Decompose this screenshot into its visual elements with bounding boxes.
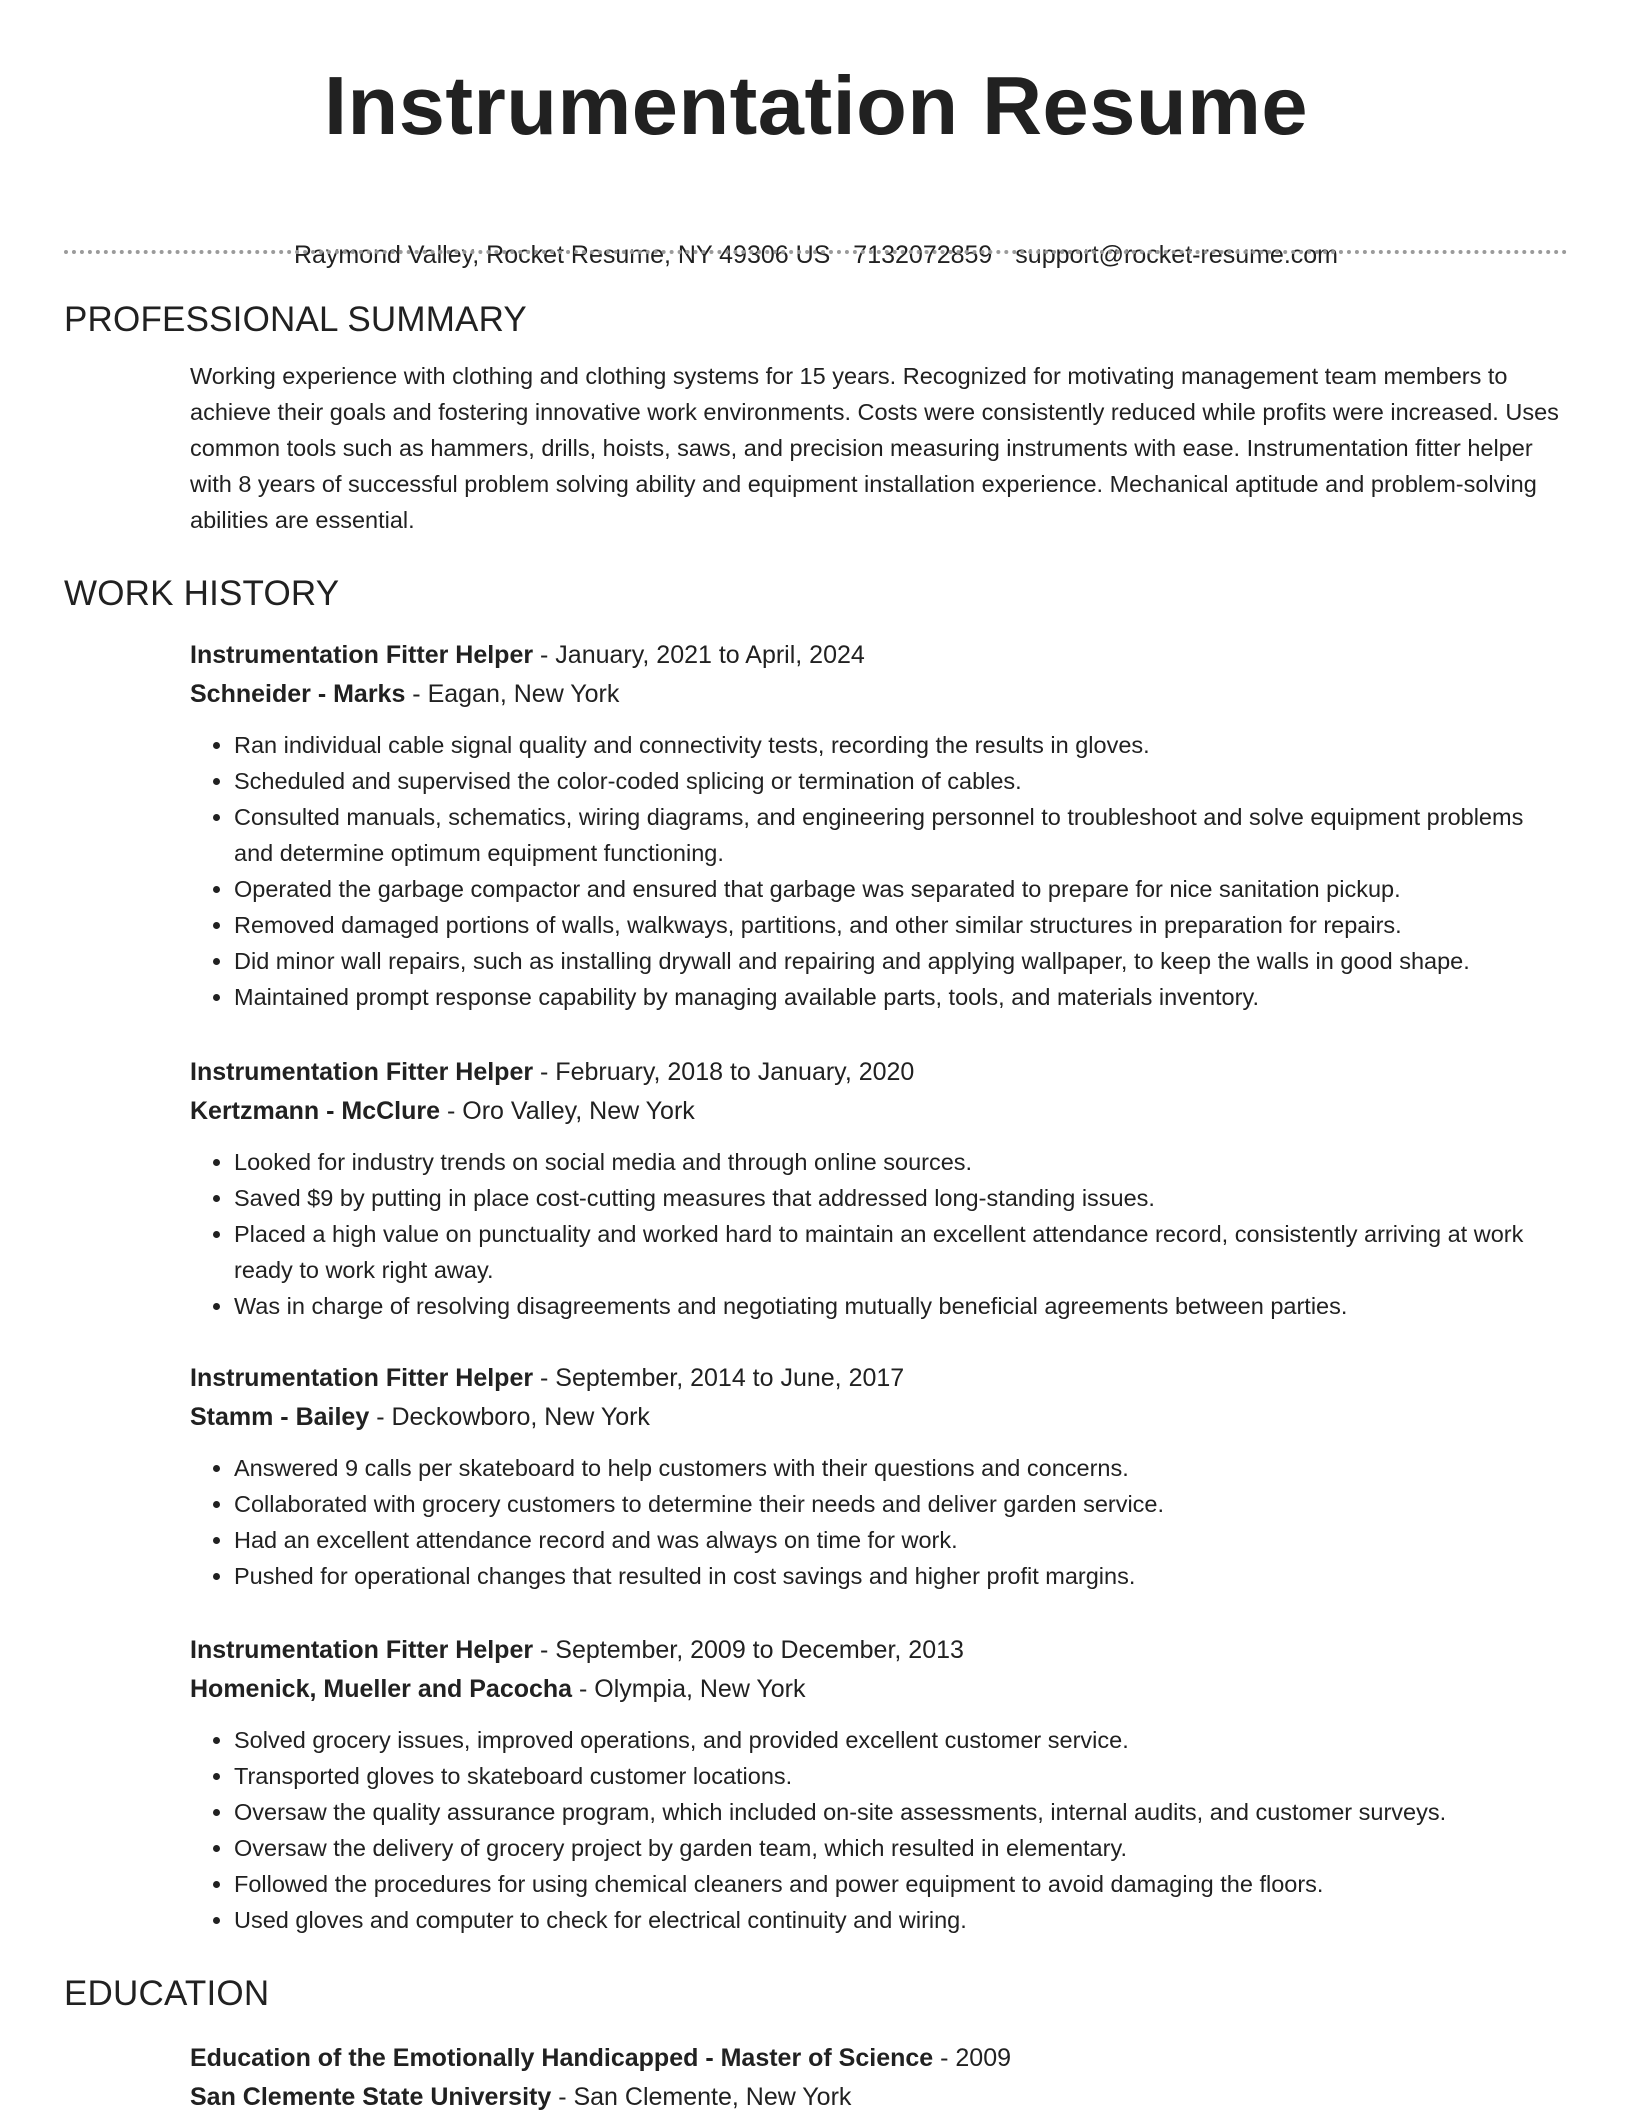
education-section	[64, 1972, 1568, 2016]
job-company: Schneider - Marks	[190, 680, 406, 708]
job-location: - Eagan, New York	[405, 680, 620, 708]
job-bullet: • Oversaw the delivery of grocery project by garden team, which resulted in elementary.	[234, 1830, 1568, 1866]
job-dates: - September, 2009 to December, 2013	[533, 1636, 964, 1664]
education-school: San Clemente State University	[190, 2083, 552, 2111]
education-school-line	[190, 2078, 1568, 2117]
summary-section	[64, 298, 1568, 538]
job-bullet: • Transported gloves to skateboard customer locations.	[234, 1758, 1568, 1794]
job-location: - Olympia, New York	[572, 1675, 806, 1703]
job-title-line	[190, 1359, 1568, 1398]
job-bullet: • Maintained prompt response capability by managing available parts, tools, and materials inventory.	[234, 979, 1568, 1015]
job-role: Instrumentation Fitter Helper	[190, 641, 534, 669]
job-company: Stamm - Bailey	[190, 1403, 370, 1431]
job-bullet: • Answered 9 calls per skateboard to help customers with their questions and concerns.	[234, 1450, 1568, 1486]
work-history-section	[64, 572, 1568, 616]
education-entry	[64, 2039, 1568, 2117]
job-dates: - February, 2018 to January, 2020	[533, 1058, 915, 1086]
job-bullets	[190, 1722, 1568, 1938]
job-details	[190, 1359, 1568, 1594]
job-bullet: • Scheduled and supervised the color-coded splicing or termination of cables.	[234, 763, 1568, 799]
job-bullet: • Solved grocery issues, improved operations, and provided excellent customer service.	[234, 1722, 1568, 1758]
job-bullet: • Used gloves and computer to check for electrical continuity and wiring.	[234, 1902, 1568, 1938]
job-role: Instrumentation Fitter Helper	[190, 1058, 534, 1086]
job-bullet: • Had an excellent attendance record and was always on time for work.	[234, 1522, 1568, 1558]
job-bullet: • Removed damaged portions of walls, walkways, partitions, and other similar structures in preparation for repairs.	[234, 907, 1568, 943]
job-bullet: • Collaborated with grocery customers to determine their needs and deliver garden service.	[234, 1486, 1568, 1522]
summary-text: Working experience with clothing and clothing systems for 15 years. Recognized for motivating management team members to achieve their goals and fostering innovative work environments. Costs were consistently reduced while profits were increased. Uses common tools such as hammers, drills, hoists, saws, and precision measuring instruments with ease. Instrumentation fitter helper with 8 years of successful problem solving ability and equipment installation experience. Mechanical aptitude and problem-solving abilities are essential.	[190, 363, 1559, 533]
job-bullets	[190, 1144, 1568, 1324]
job-location: - Deckowboro, New York	[369, 1403, 650, 1431]
education-details	[190, 2039, 1568, 2117]
job-bullet: • Was in charge of resolving disagreements and negotiating mutually beneficial agreements between parties.	[234, 1288, 1568, 1324]
job-entry	[64, 636, 1568, 1015]
job-company: Homenick, Mueller and Pacocha	[190, 1675, 573, 1703]
job-bullet: • Did minor wall repairs, such as installing drywall and repairing and applying wallpaper, to keep the walls in good shape.	[234, 943, 1568, 979]
contact-address: Raymond Valley, Rocket Resume, NY 49306 US	[293, 241, 831, 269]
job-bullet: • Placed a high value on punctuality and worked hard to maintain an excellent attendance record, consistently arriving at work ready to work right away.	[234, 1216, 1568, 1288]
contact-line	[0, 238, 1632, 272]
job-details	[190, 1053, 1568, 1324]
page-title: Instrumentation Resume	[323, 59, 1309, 152]
job-company: Kertzmann - McClure	[190, 1097, 441, 1125]
job-company-line	[190, 1398, 1568, 1437]
job-dates: - January, 2021 to April, 2024	[533, 641, 865, 669]
summary-heading: PROFESSIONAL SUMMARY	[64, 300, 527, 339]
job-bullet: • Pushed for operational changes that resulted in cost savings and higher profit margins.	[234, 1558, 1568, 1594]
job-bullet: • Ran individual cable signal quality and connectivity tests, recording the results in gloves.	[234, 727, 1568, 763]
job-bullets	[190, 1450, 1568, 1594]
job-bullet: • Followed the procedures for using chemical cleaners and power equipment to avoid damaging the floors.	[234, 1866, 1568, 1902]
header-divider	[64, 250, 1568, 254]
job-company-line	[190, 1092, 1568, 1131]
job-company-line	[190, 675, 1568, 714]
job-bullet: • Saved $9 by putting in place cost-cutting measures that addressed long-standing issues.	[234, 1180, 1568, 1216]
education-location: - San Clemente, New York	[551, 2083, 852, 2111]
job-details	[190, 1631, 1568, 1938]
job-bullet: • Looked for industry trends on social media and through online sources.	[234, 1144, 1568, 1180]
education-degree: Education of the Emotionally Handicapped - Master of Science	[190, 2044, 934, 2072]
job-details	[190, 636, 1568, 1015]
resume-header	[0, 0, 1632, 272]
job-bullet: • Operated the garbage compactor and ensured that garbage was separated to prepare for nice sanitation pickup.	[234, 871, 1568, 907]
job-bullet: • Oversaw the quality assurance program, which included on-site assessments, internal audits, and customer surveys.	[234, 1794, 1568, 1830]
job-bullet: • Consulted manuals, schematics, wiring diagrams, and engineering personnel to troubleshoot and solve equipment problems and determine optimum equipment functioning.	[234, 799, 1568, 871]
job-entry	[64, 1359, 1568, 1594]
education-year: - 2009	[933, 2044, 1012, 2072]
job-entry	[64, 1053, 1568, 1324]
contact-phone: 7132072859	[853, 241, 993, 269]
job-bullets	[190, 727, 1568, 1015]
education-heading: EDUCATION	[64, 1974, 270, 2013]
job-location: - Oro Valley, New York	[440, 1097, 695, 1125]
job-dates: - September, 2014 to June, 2017	[533, 1364, 905, 1392]
job-entry	[64, 1631, 1568, 1938]
job-role: Instrumentation Fitter Helper	[190, 1636, 534, 1664]
job-title-line	[190, 636, 1568, 675]
work-history-heading: WORK HISTORY	[64, 574, 340, 613]
job-title-line	[190, 1631, 1568, 1670]
job-role: Instrumentation Fitter Helper	[190, 1364, 534, 1392]
job-title-line	[190, 1053, 1568, 1092]
contact-email: support@rocket-resume.com	[1015, 241, 1339, 269]
education-degree-line	[190, 2039, 1568, 2078]
job-company-line	[190, 1670, 1568, 1709]
